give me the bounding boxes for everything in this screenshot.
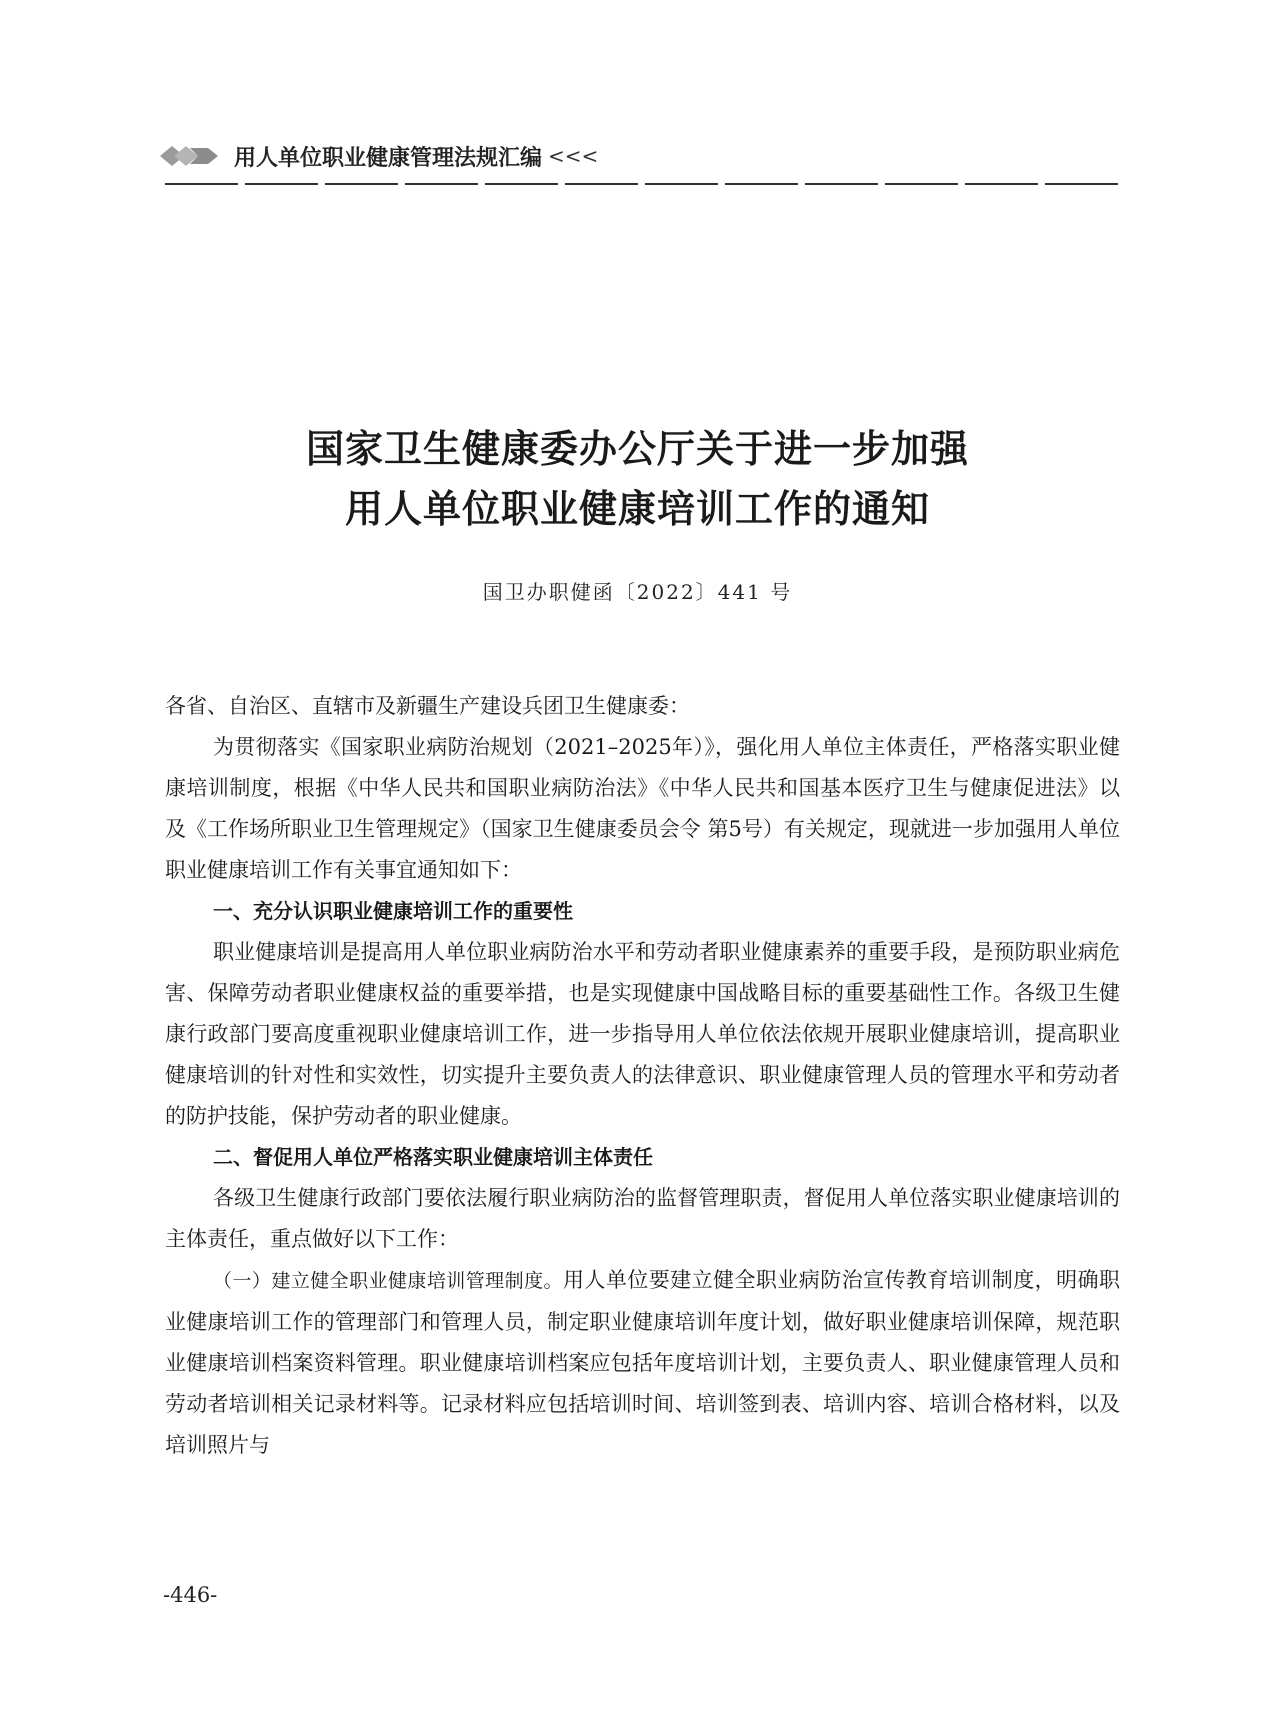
section1-paragraph: 职业健康培训是提高用人单位职业病防治水平和劳动者职业健康素养的重要手段，是预防职业病危害、保障劳动者职业健康权益的重要举措，也是实现健康中国战略目标的重要基础性工作。各级卫生健康行政部门要高度重视职业健康培训工作，进一步指导用人单位依法依规开展职业健康培训，提高职业健康培训的针对性和实效性，切实提升主要负责人的法律意识、职业健康管理人员的管理水平和劳动者的防护技能，保护劳动者的职业健康。 xyxy=(165,940,1120,1128)
document-number: 国卫办职健函〔2022〕441 号 xyxy=(482,580,793,604)
document-title-line1: 国家卫生健康委办公厅关于进一步加强 xyxy=(305,427,969,471)
page-number: -446- xyxy=(163,1583,218,1607)
section1-heading: 一、充分认识职业健康培训工作的重要性 xyxy=(213,899,573,923)
header-title: 用人单位职业健康管理法规汇编 xyxy=(234,145,543,171)
running-header xyxy=(160,138,598,174)
subsection1-lead: （一）建立健全职业健康培训管理制度。 xyxy=(213,1270,563,1292)
header-suffix: <<< xyxy=(548,144,599,168)
salutation: 各省、自治区、直辖市及新疆生产建设兵团卫生健康委： xyxy=(165,694,690,718)
intro-paragraph: 为贯彻落实《国家职业病防治规划（2021–2025年）》，强化用人单位主体责任，严格落实职业健康培训制度，根据《中华人民共和国职业病防治法》《中华人民共和国基本医疗卫生与健康促进法》以及《工作场所职业卫生管理规定》（国家卫生健康委员会令 第5号）有关规定，现就进一步加强用人单位职业健康培训工作有关事宜通知如下： xyxy=(165,735,1120,882)
document-body xyxy=(165,686,1120,1466)
header-rule xyxy=(165,183,1118,185)
subsection1-text: 用人单位要建立健全职业病防治宣传教育培训制度，明确职业健康培训工作的管理部门和管理人员，制定职业健康培训年度计划，做好职业健康培训保障，规范职业健康培训档案资料管理。职业健康培训档案应包括年度培训计划，主要负责人、职业健康管理人员和劳动者培训相关记录材料等。记录材料应包括培训时间、培训签到表、培训内容、培训合格材料，以及培训照片与 xyxy=(165,1268,1120,1457)
document-title-line2: 用人单位职业健康培训工作的通知 xyxy=(344,487,930,531)
double-diamond-arrow-icon xyxy=(160,144,224,168)
section2-heading: 二、督促用人单位严格落实职业健康培训主体责任 xyxy=(213,1145,653,1169)
section2-paragraph: 各级卫生健康行政部门要依法履行职业病防治的监督管理职责，督促用人单位落实职业健康培训的主体责任，重点做好以下工作： xyxy=(165,1186,1120,1251)
subsection1-paragraph xyxy=(165,1260,1120,1466)
